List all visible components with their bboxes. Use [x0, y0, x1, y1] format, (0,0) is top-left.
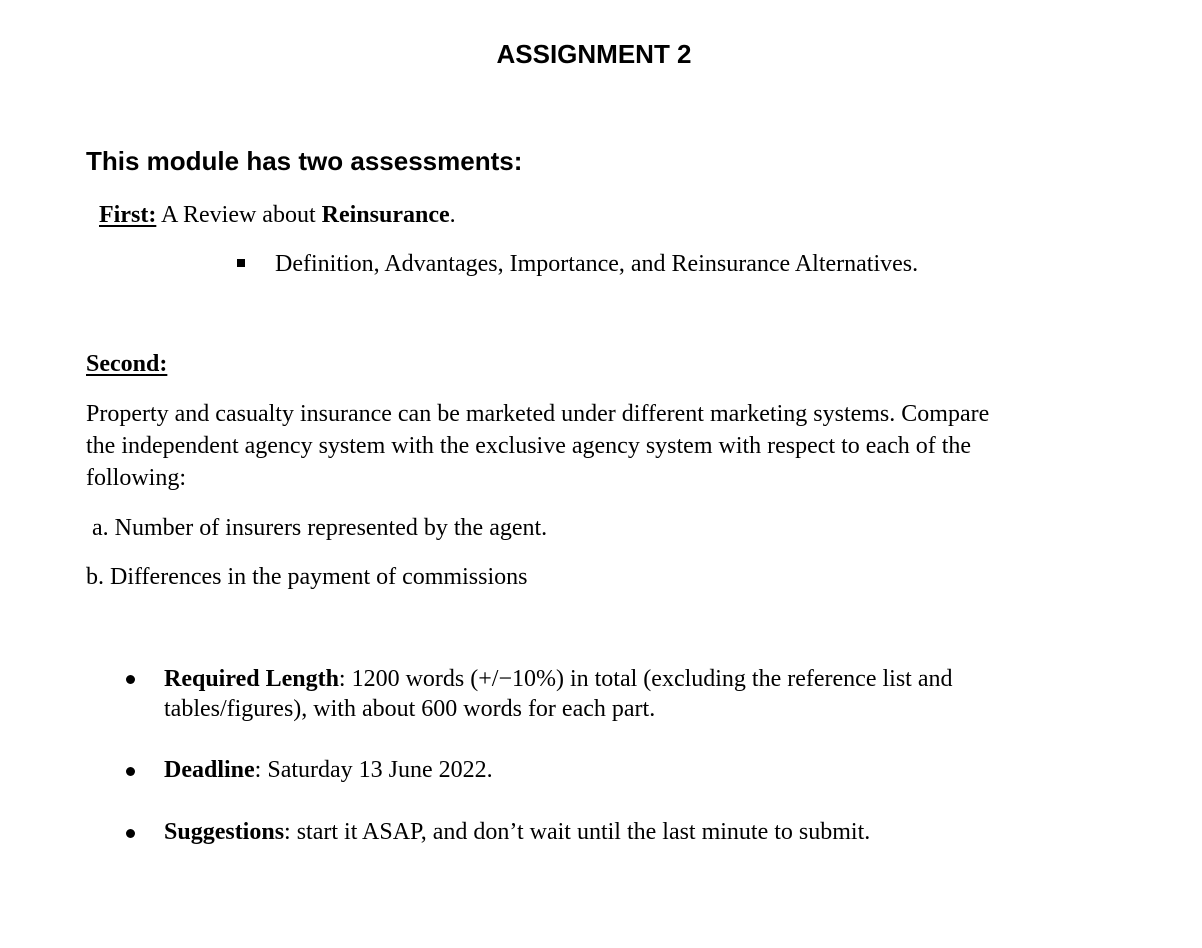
first-bold-term: Reinsurance [321, 202, 450, 228]
bullet-dot-icon [126, 829, 135, 838]
requirement-suggestions-text: : start it ASAP, and don’t wait until the last minute to submit. [284, 819, 871, 845]
requirement-suggestions-label: Suggestions [164, 819, 285, 845]
first-bullet-text: Definition, Advantages, Importance, and Reinsurance Alternatives. [275, 251, 919, 277]
second-paragraph-line-2: the independent agency system with the exclusive agency system with respect to each of the [86, 433, 972, 459]
first-text-before: A Review about [156, 202, 322, 228]
intro-heading: This module has two assessments: [86, 146, 523, 176]
bullet-dot-icon [126, 675, 135, 684]
square-bullet-icon [237, 259, 245, 267]
requirement-deadline-text: : Saturday 13 June 2022. [254, 757, 493, 783]
second-paragraph-line-3: following: [86, 465, 186, 491]
page-title: ASSIGNMENT 2 [496, 39, 692, 69]
requirement-length-label: Required Length [164, 666, 339, 692]
first-assessment-line [99, 199, 456, 231]
item-b: b. Differences in the payment of commissions [86, 564, 528, 590]
requirement-length-line-1 [164, 663, 952, 695]
first-label: First: [99, 202, 157, 228]
second-paragraph-line-1: Property and casualty insurance can be marketed under different marketing systems. Compare [86, 401, 990, 427]
requirement-deadline [164, 754, 493, 786]
requirement-deadline-label: Deadline [164, 757, 255, 783]
second-label: Second: [86, 351, 168, 377]
requirement-length-line-2: tables/figures), with about 600 words for each part. [164, 696, 656, 722]
first-text-after: . [449, 202, 456, 228]
requirement-suggestions [164, 816, 870, 848]
requirement-length-text: : 1200 words (+/−10%) in total (excluding the reference list and [338, 666, 953, 692]
bullet-dot-icon [126, 767, 135, 776]
item-a: a. Number of insurers represented by the agent. [92, 515, 548, 541]
